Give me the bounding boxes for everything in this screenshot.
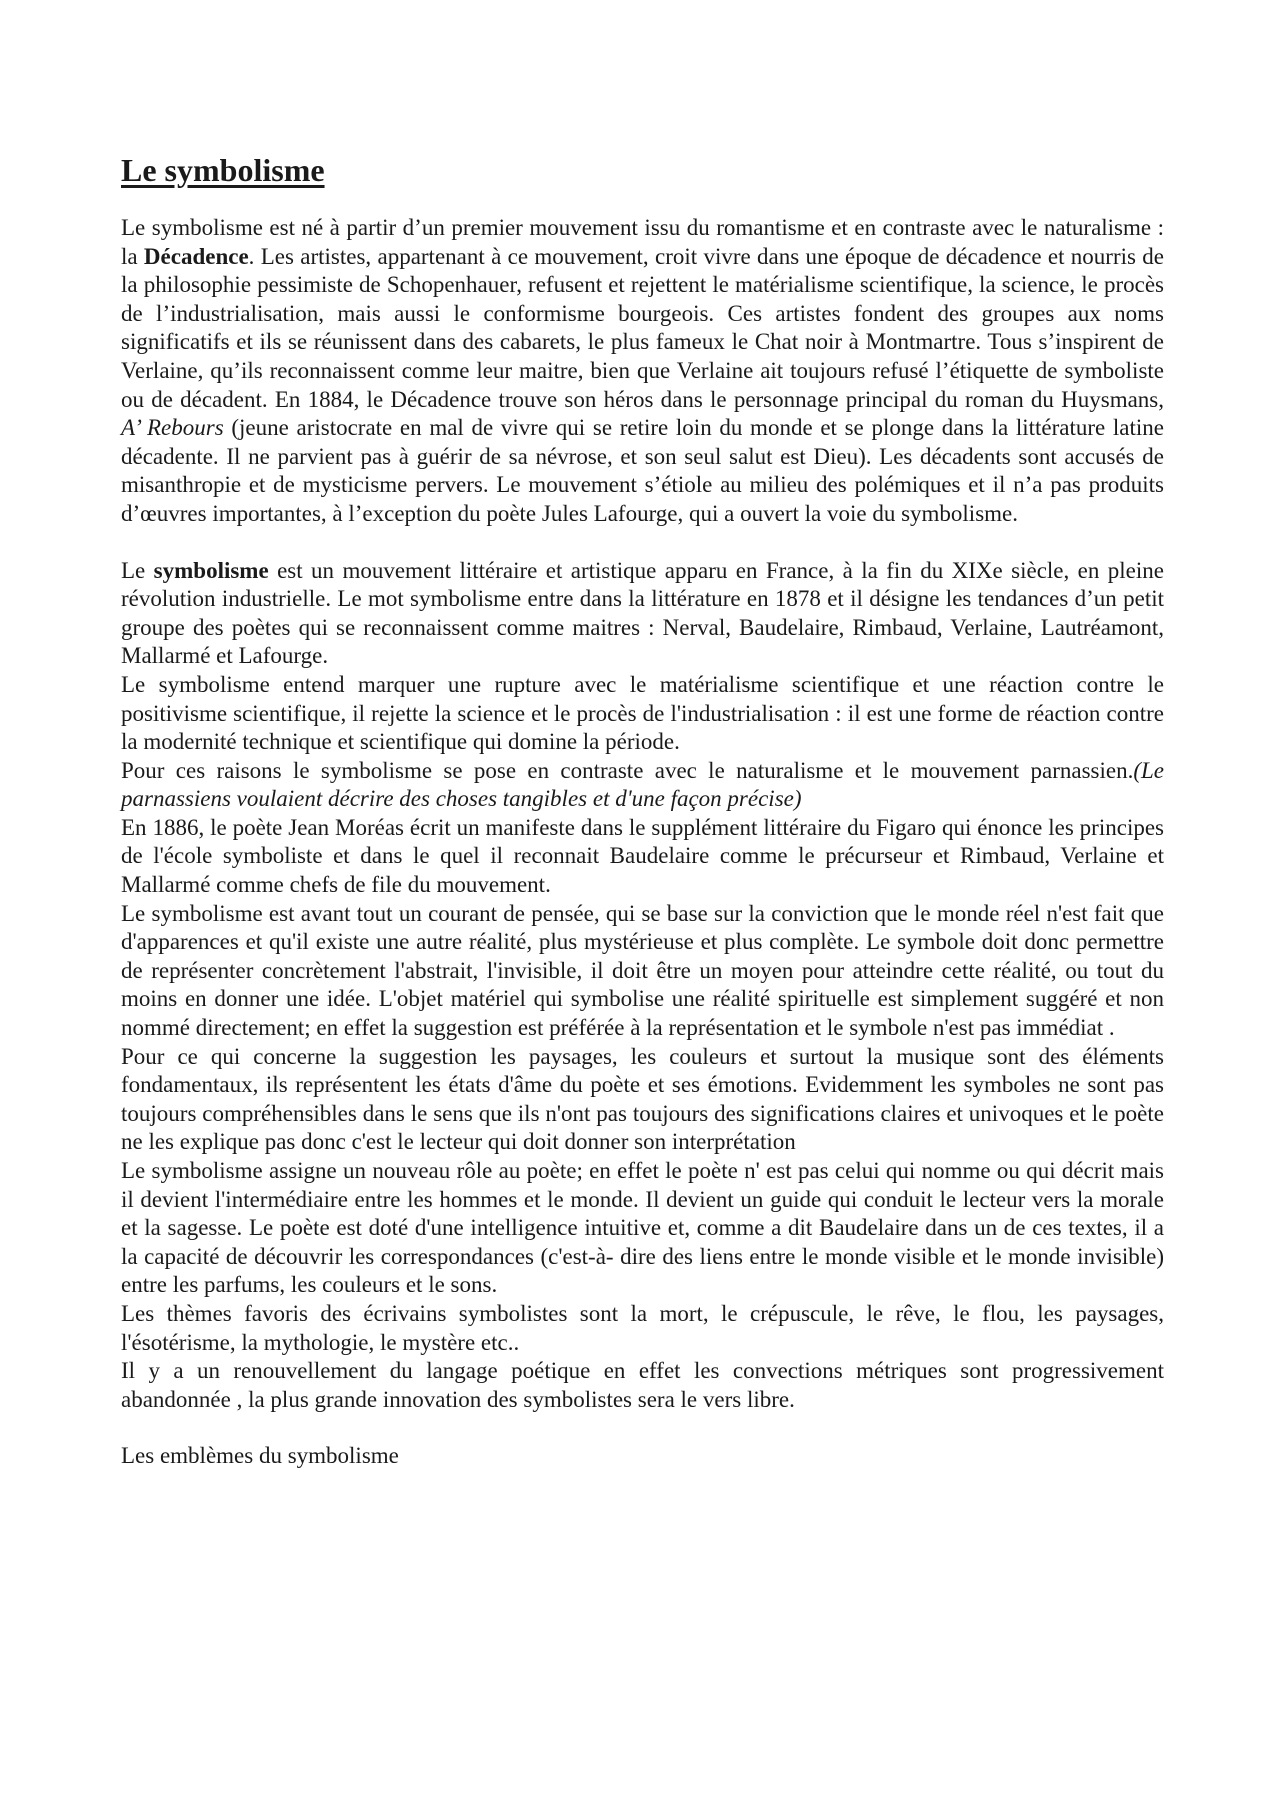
page-title: Le symbolisme	[121, 152, 325, 188]
paragraph-langage: Il y a un renouvellement du langage poétique en effet les convections métriques sont progressivement abandonnée , la plus grande innovation des symbolistes sera le vers libre.	[121, 1358, 1164, 1412]
paragraph-decadence	[121, 214, 1164, 529]
paragraph-pensee: Le symbolisme est avant tout un courant de pensée, qui se base sur la conviction que le monde réel n'est fait que d'apparences et qu'il existe une autre réalité, plus mystérieuse et plus complète. Le symbole doit donc permettre de représenter concrètement l'abstrait, l'invisible, il doit être un moyen pour atteindre cette réalité, ou tout du moins en donner une idée. L'objet matériel qui symbolise une réalité spirituelle est simplement suggéré et non nommé directement; en effet la suggestion est préférée à la représentation et le symbole n'est pas immédiat .	[121, 900, 1164, 1041]
paragraph-suggestion: Pour ce qui concerne la suggestion les paysages, les couleurs et surtout la musique sont des éléments fondamentaux, ils représentent les états d'âme du poète et ses émotions. Evidemment les symboles ne sont pas toujours compréhensibles dans le sens que ils n'ont pas toujours des significations claires et univoques et le poète ne les explique pas donc c'est le lecteur qui doit donner son interprétation	[121, 1043, 1164, 1155]
paragraph-definition	[121, 557, 1164, 671]
text-run: Le symbolisme est né à partir d’un premier mouvement issu du romantisme et en contraste avec le naturalisme : la	[121, 215, 1164, 269]
paragraph-rupture: Le symbolisme entend marquer une rupture avec le matérialisme scientifique et une réaction contre le positivisme scientifique, il rejette la science et le procès de l'industrialisation : il est une forme de réaction contre la modernité technique et scientifique qui domine la période.	[121, 671, 1164, 755]
text-run: Le	[121, 557, 154, 583]
italic-title-a-rebours: A’ Rebours	[121, 415, 224, 441]
paragraph-contrast	[121, 757, 1164, 814]
italic-note-parnassiens: (Le parnassiens voulaient décrire des choses tangibles et d'une façon précise)	[121, 757, 1164, 812]
text-run: (jeune aristocrate en mal de vivre qui se retire loin du monde et se plonge dans la littérature latine décadente. Il ne parvient pas à guérir de sa névrose, et son seul salut est Dieu). Les décadents sont accusés de misanthropie et de mysticisme pervers. Le mouvement s’étiole au milieu des polémiques et il n’a pas produits d’œuvres importantes, à l’exception du poète Jules Lafourge, qui a ouvert la voie du symbolisme.	[121, 415, 1164, 526]
paragraph-themes: Les thèmes favoris des écrivains symbolistes sont la mort, le crépuscule, le rêve, le flou, les paysages, l'ésotérisme, la mythologie, le mystère etc..	[121, 1300, 1164, 1355]
bold-term-symbolisme: symbolisme	[153, 557, 269, 583]
paragraph-role-poete: Le symbolisme assigne un nouveau rôle au poète; en effet le poète n' est pas celui qui nomme ou qui décrit mais il devient l'intermédiaire entre les hommes et le monde. Il devient un guide qui conduit le lecteur vers la morale et la sagesse. Le poète est doté d'une intelligence intuitive et, comme a dit Baudelaire dans un de ces textes, il a la capacité de découvrir les correspondances (c'est-à- dire des liens entre le monde visible et le monde invisible) entre les parfums, les couleurs et le sons.	[121, 1158, 1164, 1298]
bold-term-decadence: Décadence	[143, 243, 249, 269]
text-run: est un mouvement littéraire et artistique apparu en France, à la fin du XIXe siècle, en pleine révolution industrielle. Le mot symbolisme entre dans la littérature en 1878 et il désigne les tendances d’un petit groupe des poètes qui se reconnaissent comme maitres : Nerval, Baudelaire, Rimbaud, Verlaine, Lautréamont, Mallarmé et Lafourge.	[121, 557, 1164, 669]
paragraph-manifeste: En 1886, le poète Jean Moréas écrit un manifeste dans le supplément littéraire du Figaro qui énonce les principes de l'école symboliste et dans le quel il reconnait Baudelaire comme le précurseur et Rimbaud, Verlaine et Mallarmé comme chefs de file du mouvement.	[121, 814, 1164, 898]
document-page	[121, 150, 1164, 1471]
text-run: Pour ces raisons le symbolisme se pose en contraste avec le naturalisme et le mouvement parnassien.	[121, 757, 1134, 783]
paragraph-emblemes: Les emblèmes du symbolisme	[121, 1443, 399, 1469]
text-run: . Les artistes, appartenant à ce mouvement, croit vivre dans une époque de décadence et nourris de la philosophie pessimiste de Schopenhauer, refusent et rejettent le matérialisme scientifique, la science, le procès de l’industrialisation, mais aussi le conformisme bourgeois. Ces artistes fondent des groupes aux noms significatifs et ils se réunissent dans des cabarets, le plus fameux le Chat noir à Montmartre. Tous s’inspirent de Verlaine, qu’ils reconnaissent comme leur maitre, bien que Verlaine ait toujours refusé l’étiquette de symboliste ou de décadent. En 1884, le Décadence trouve son héros dans le personnage principal du roman du Huysmans,	[121, 243, 1164, 412]
